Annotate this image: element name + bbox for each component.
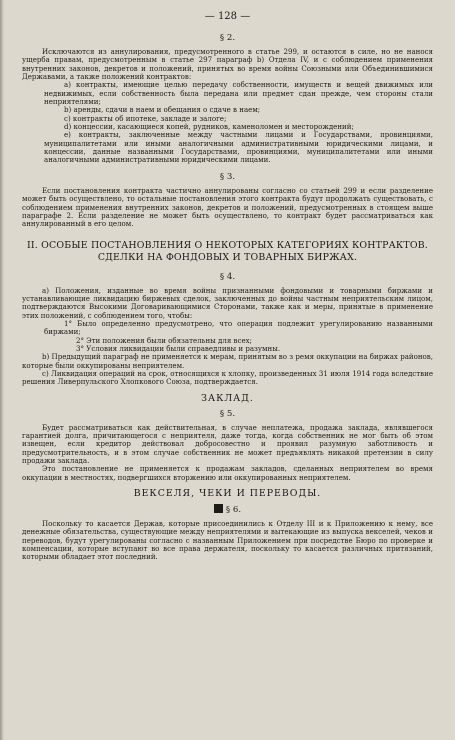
section-2-item-c: с) контракты об ипотеке, закладе и залоге; xyxy=(64,113,227,123)
section-4-condition-1: 1° Было определенно предусмотрено, что операция подлежит урегулированию названными биржами; xyxy=(44,318,433,337)
section-4-item-b: b) Предыдущий параграф не применяется к мерам, принятым во з ремя оккупации на биржах районов, которые были оккупированы неприятелем. xyxy=(22,352,433,370)
section-2-intro: Исключаются из аннулирования, предусмотренного в статье 299, и остаются в силе, но не нанося ущерба правам, предусмотренным в статье 297 параграф b) Отдела IV, и с соблюдением применения внутренних законов, декретов и положений, принятых во время войны Союзными или Объединившимися Державами, а также положений контрактов: xyxy=(22,47,433,82)
section-4-condition-2: 2° Эти положения были обязательны для всех; xyxy=(76,335,252,345)
section-5-title: § 5. xyxy=(219,408,236,419)
ink-blot-mark xyxy=(214,504,223,513)
section-4-item-a: а) Положения, изданные во время войны признанными фондовыми и товарными биржами и устанавливающие ликвидацию биржевых сделок, заключенных до войны частным неприятельским лицом, подтверждаются Высокими Договаривающимися Сторонами, также как и меры, принятые в применение этих положений, с соблюдением того, чтобы: xyxy=(22,285,433,320)
section-6-title: § 6. xyxy=(225,505,242,516)
section-2-item-b: b) аренды, сдачи в наем и обещания о сдаче в наем; xyxy=(64,105,261,115)
section-3-title: § 3. xyxy=(219,171,236,182)
page-fold-shadow xyxy=(0,0,4,740)
section-4-title: § 4. xyxy=(219,271,236,282)
bills-heading: ВЕКСЕЛЯ, ЧЕКИ И ПЕРЕВОДЫ. xyxy=(133,488,322,500)
part-2-heading-line-2: СДЕЛКИ НА ФОНДОВЫХ И ТОВАРНЫХ БИРЖАХ. xyxy=(97,252,358,264)
pledge-heading: ЗАКЛАД. xyxy=(201,392,254,404)
section-2-title: § 2. xyxy=(219,33,236,43)
section-2-item-d: d) концессии, касающиеся копей, рудников, каменоломен и месторождений; xyxy=(64,122,354,132)
page-number: — 128 — xyxy=(204,11,251,22)
section-5-paragraph-1: Будет рассматриваться как действительная, в случае неплатежа, продажа заклада, являвшегося гарантией долга, причитающегося с неприятеля, даже тогда, когда собственник не мог быть об этом извещен, если кредитор действовал добросовестно и проявил разумную заботливость и предусмотрительность, и в этом случае собственник не может предъявлять никакой претензии в силу продажи заклада. xyxy=(22,422,433,466)
section-2-item-a: а) контракты, имеющие целью передачу собственности, имуществ и вещей движимых или недвижимых, если собственность была передана или предмет сдан прежде, чем стороны стали неприятелями; xyxy=(44,80,433,107)
section-6-title-row xyxy=(22,504,433,516)
section-4-condition-3: 3° Условия ликвидации были справедливы и разумны. xyxy=(76,343,281,353)
section-2-item-e: е) контракты, заключенные между частными лицами и Государствами, провинциями, муниципалитетами или иными аналогичными административными юридическими лицами, и концессии, данные названными Государствами, провинциями, муниципалитетами или иными аналогичными административными юридическими лицами. xyxy=(44,130,433,165)
section-6-paragraph-1: Поскольку то касается Держав, которые присоединились к Отделу III и к Приложению к нему, все денежные обязательства, существующие между неприятелями и вытекающие из выпуска векселей, чеков и переводов, будут урегулированы согласно с названным Приложением при посредстве Бюро по проверке и компенсации, которые вступают во все права держателя, поскольку то касается различных притязаний, которыми обладает этот последний. xyxy=(22,519,433,562)
part-2-heading-line-1: II. ОСОБЫЕ ПОСТАНОВЛЕНИЯ О НЕКОТОРЫХ КАТЕГОРИЯХ КОНТРАКТОВ. xyxy=(26,239,428,251)
section-5-paragraph-2: Это постановление не применяется к продажам закладов, сделанных неприятелем во время оккупации в местностях, подвергшихся вторжению или оккупированных неприятелем. xyxy=(22,464,433,482)
section-4-item-c: с) Ликвидация операций на срок, относящихся к хлопку, произведенных 31 июля 1914 года вследствие решения Ливерпульского Хлопкового Союза, подтверждается. xyxy=(22,368,433,387)
section-3-text: Если постановления контракта частично аннулированы согласно со статьей 299 и если разделение может быть осуществлено, то остальные постановления этого контракта будут продолжать существовать, с соблюдением применения внутренних законов, декретов и положений, предусмотренных в стоящем выше параграфе 2. Если разделение не может быть осуществлено, то контракт будет рассматриваться как аннулированный в его целом. xyxy=(22,185,433,229)
